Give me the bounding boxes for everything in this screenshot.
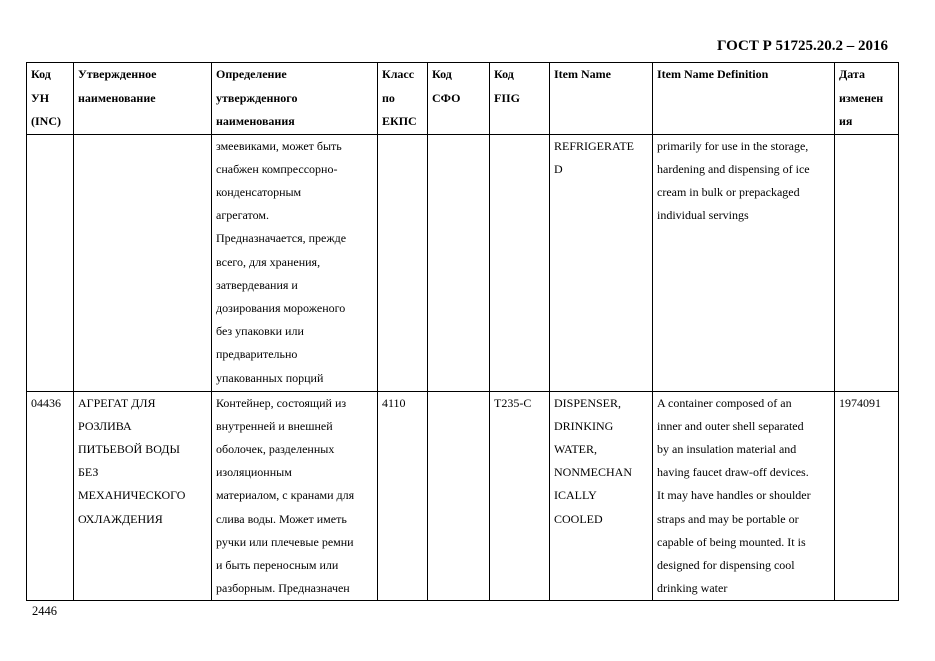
cell-inc: 04436 xyxy=(27,391,74,601)
cell-item-name: DISPENSER, DRINKING WATER, NONMECHAN ICALLY COOLED xyxy=(550,391,653,601)
cell-date: 1974091 xyxy=(835,391,899,601)
col-header-definition: Определение утвержденного наименования xyxy=(212,63,378,135)
cell-definition: змеевиками, может быть снабжен компрессорно- конденсаторным агрегатом. Предназначается, прежде всего, для хранения, затвердевания и дозирования мороженого без упаковки или предварительно упакованных порций xyxy=(212,134,378,391)
item-name-table xyxy=(26,62,899,601)
col-header-item-name-definition: Item Name Definition xyxy=(653,63,835,135)
cell-sfo xyxy=(428,391,490,601)
cell-class xyxy=(378,134,428,391)
cell-item-name: REFRIGERATE D xyxy=(550,134,653,391)
cell-fiig xyxy=(490,134,550,391)
cell-inc xyxy=(27,134,74,391)
cell-approved-name: АГРЕГАТ ДЛЯ РОЗЛИВА ПИТЬЕВОЙ ВОДЫ БЕЗ МЕХАНИЧЕСКОГО ОХЛАЖДЕНИЯ xyxy=(74,391,212,601)
col-header-class: Класс по ЕКПС xyxy=(378,63,428,135)
document-id: ГОСТ Р 51725.20.2 – 2016 xyxy=(716,38,888,54)
col-header-approved-name: Утвержденное наименование xyxy=(74,63,212,135)
cell-date xyxy=(835,134,899,391)
col-header-sfo: Код СФО xyxy=(428,63,490,135)
col-header-inc: Код УН (INC) xyxy=(27,63,74,135)
cell-fiig: T235-C xyxy=(490,391,550,601)
col-header-date: Дата изменен ия xyxy=(835,63,899,135)
cell-approved-name xyxy=(74,134,212,391)
cell-class: 4110 xyxy=(378,391,428,601)
cell-item-name-definition: A container composed of an inner and outer shell separated by an insulation material and having faucet draw-off devices. It may have handles or shoulder straps and may be portable or capable of being mounted. It is designed for dispensing cool drinking water xyxy=(653,391,835,601)
table-row-continued xyxy=(27,134,899,391)
cell-sfo xyxy=(428,134,490,391)
col-header-fiig: Код FIIG xyxy=(490,63,550,135)
header-row xyxy=(27,63,899,135)
table-row-04436 xyxy=(27,391,899,601)
col-header-item-name: Item Name xyxy=(550,63,653,135)
cell-item-name-definition: primarily for use in the storage, hardening and dispensing of ice cream in bulk or prepackaged individual servings xyxy=(653,134,835,391)
cell-definition: Контейнер, состоящий из внутренней и внешней оболочек, разделенных изоляционным материалом, с кранами для слива воды. Может иметь ручки или плечевые ремни и быть переносным или разборным. Предназначен xyxy=(212,391,378,601)
page-number: 2446 xyxy=(32,604,57,618)
